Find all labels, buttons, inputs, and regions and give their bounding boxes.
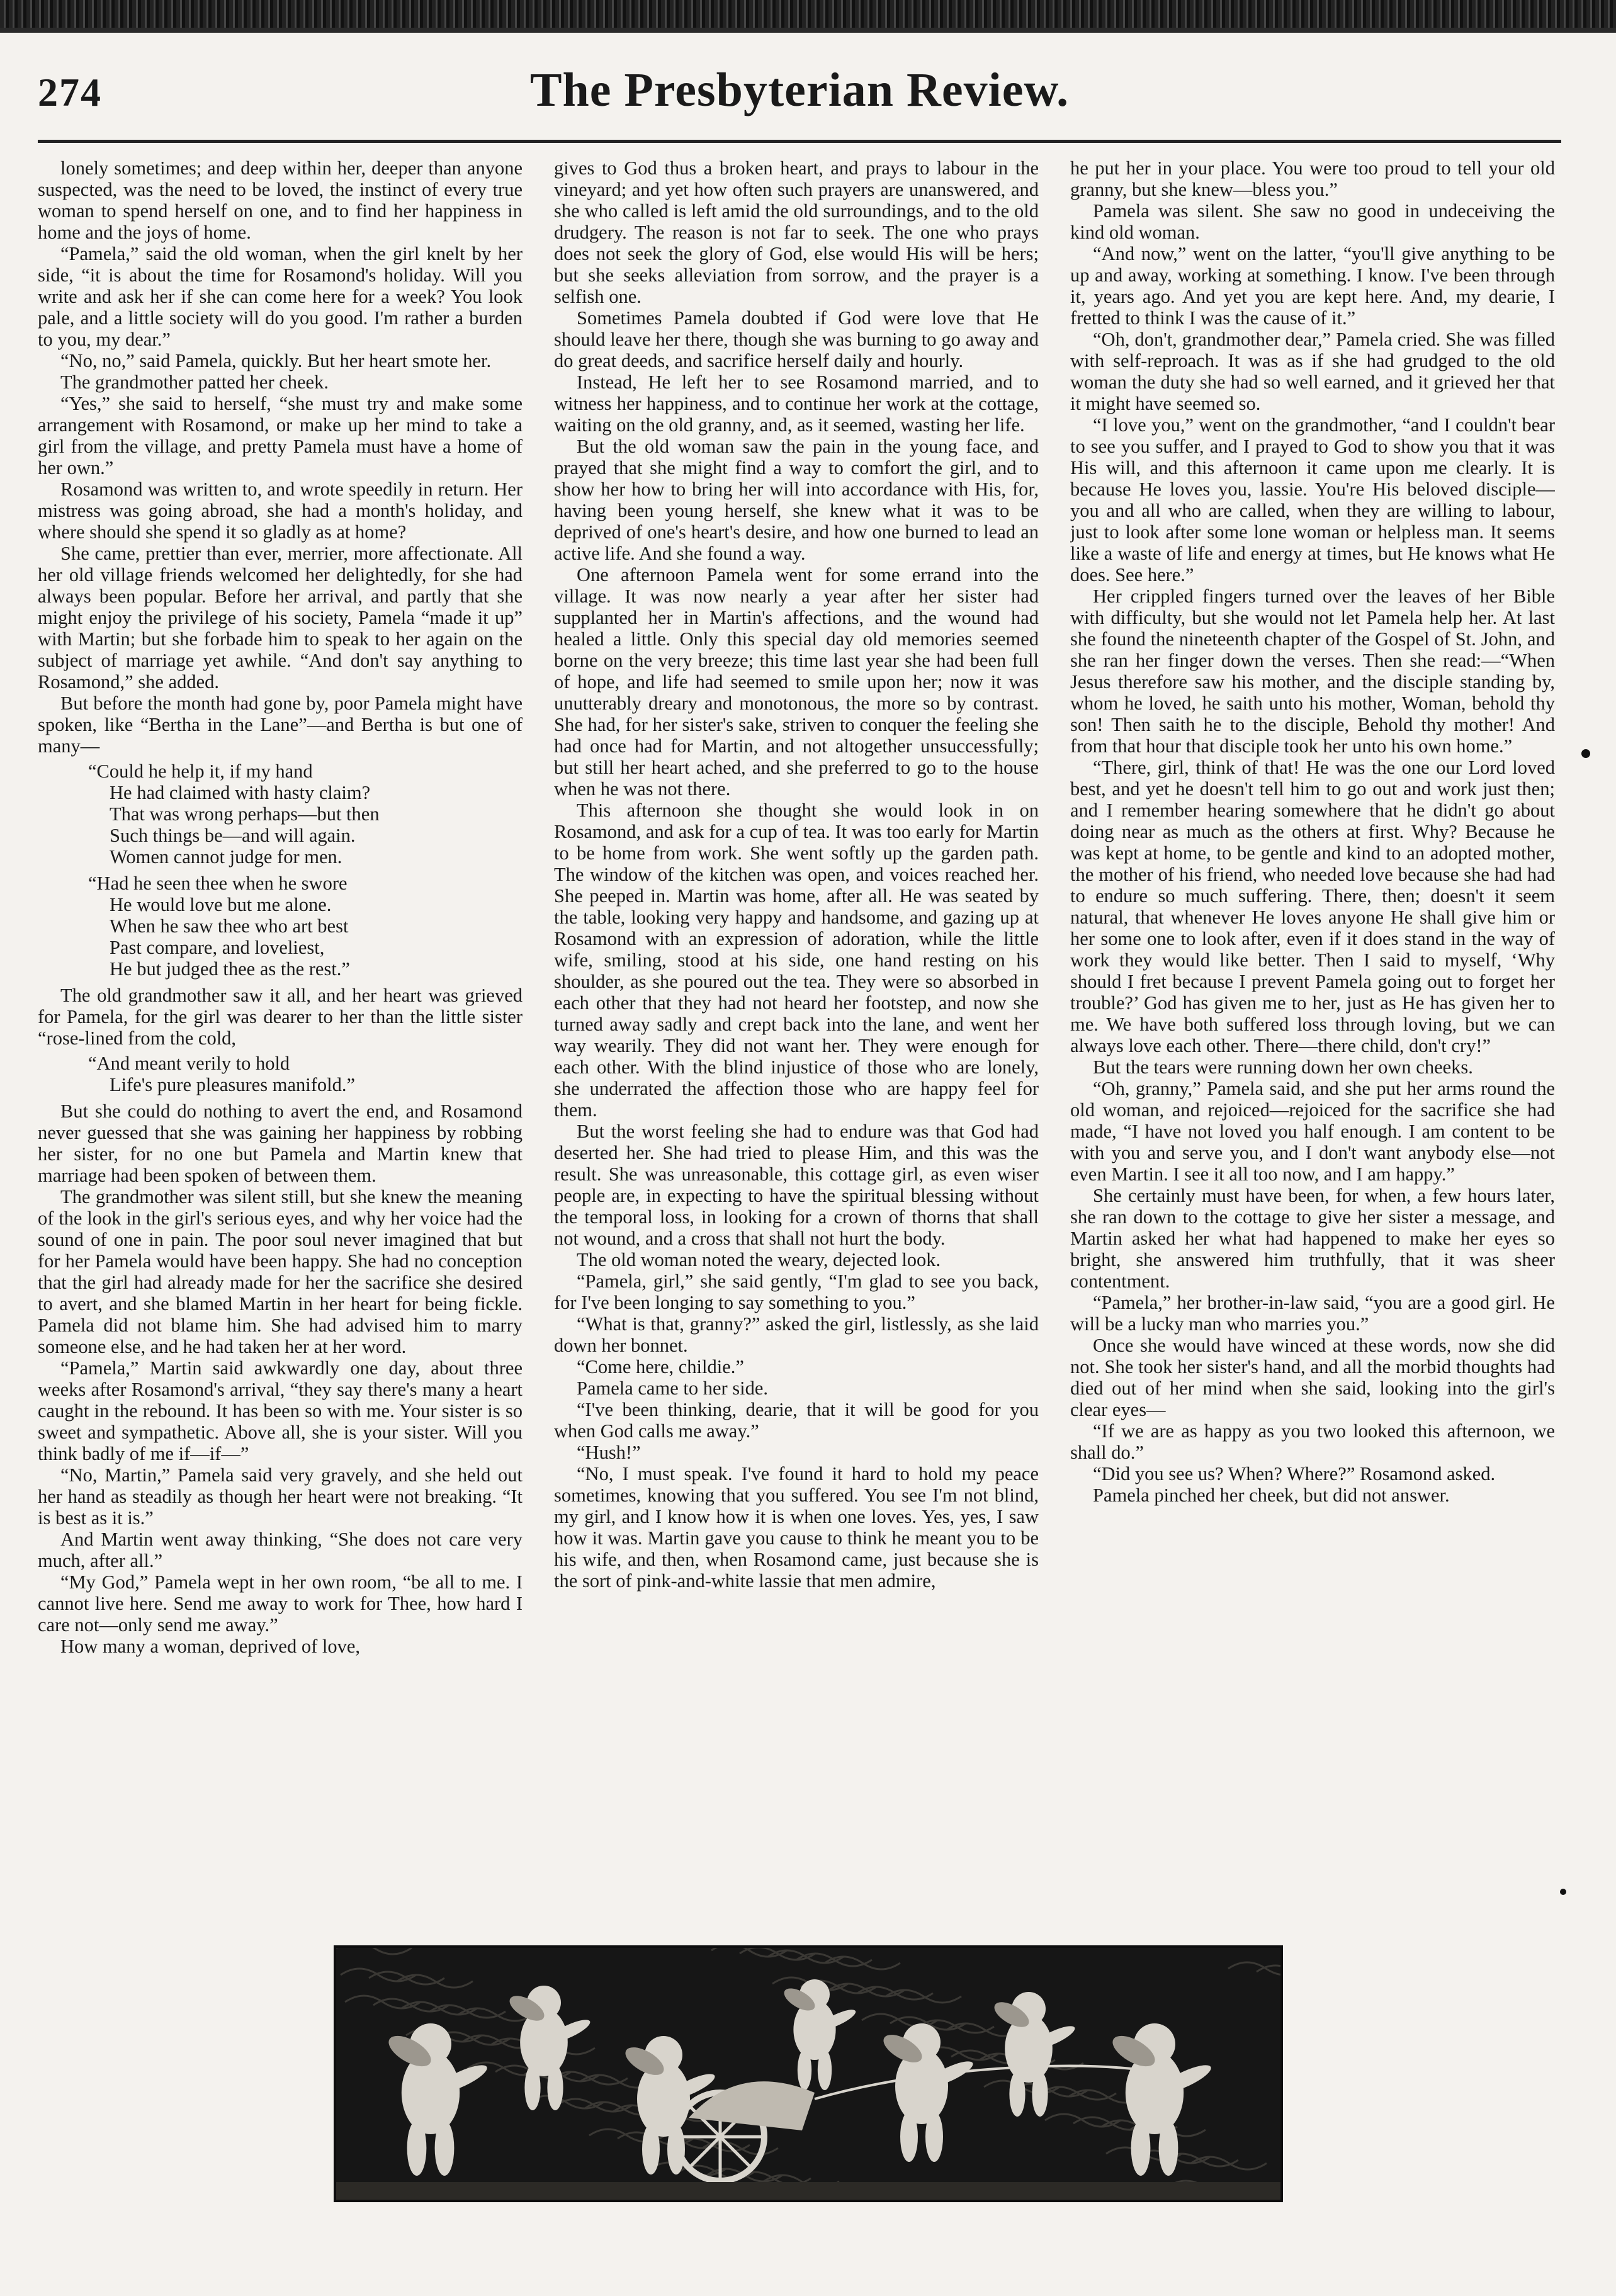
verse-stanza bbox=[88, 873, 523, 980]
body-paragraph: “And now,” went on the latter, “you'll give anything to be up and away, working at something. I know. I've been through it, years ago. And yet you are kept here. And, my dearie, I fretted to think I was the cause of it.” bbox=[1070, 243, 1555, 329]
verse-line: Past compare, and loveliest, bbox=[110, 937, 325, 958]
foliage-stroke bbox=[373, 1999, 449, 2011]
cherub-leg bbox=[547, 2065, 563, 2110]
cherub-leg bbox=[407, 2120, 427, 2176]
foliage-stroke bbox=[857, 1987, 933, 1999]
body-paragraph: “I've been thinking, dearie, that it will be good for you when God calls me away.” bbox=[554, 1399, 1039, 1442]
margin-ink-spot bbox=[1581, 749, 1590, 758]
page-number: 274 bbox=[38, 70, 102, 115]
top-border-rule bbox=[0, 0, 1616, 28]
text-column-2 bbox=[554, 157, 1039, 1876]
body-paragraph: But she could do nothing to avert the end, and Rosamond never guessed that she was gaining her happiness by robbing her sister, for no one but Pamela and Martin knew that marriage had been spoken of between them. bbox=[38, 1100, 523, 1186]
body-paragraph: gives to God thus a broken heart, and prays to labour in the vineyard; and yet how often such prayers are unanswered, and she who called is left amid the old surroundings, and to the old drudgery. The reason is not far to seek. The one who prays does not seek the glory of God, else would His will be hers; but she seeks alleviation from sorrow, and the prayer is a selfish one. bbox=[554, 157, 1039, 307]
body-paragraph: This afternoon she thought she would look in on Rosamond, and ask for a cup of tea. It was too early for Martin to be home from work. She went softly up the garden path. The window of the kitchen was open, and voices reached her. She peeped in. Martin was home, after all. He was seated by the table, looking very happy and handsome, and gazing up at Rosamond with an expression of adoration, while the little wife, smiling, stood at his side, one hand resting on his shoulder, as she poured out the tea. They were so absorbed in each other that they had not heard her footstep, and now she turned away sadly and crept back into the lane, and went her way wearily. They did not want her. They were enough for each other. With the blind injustice of those who are lonely, she underrated the affection those who are happy feel for them. bbox=[554, 800, 1039, 1121]
cherub-leg bbox=[925, 2112, 943, 2162]
body-paragraph: And Martin went away thinking, “She does not care very much, after all.” bbox=[38, 1529, 523, 1571]
body-paragraph: “Pamela,” said the old woman, when the girl knelt by her side, “it is about the time for Rosamond's holiday. Will you write and ask her if she can come here for a week? You look pale, and a little society will do you good. I'm rather a burden to you, my dear.” bbox=[38, 243, 523, 350]
cherub-leg bbox=[900, 2112, 918, 2162]
verse-line: He would love but me alone. bbox=[110, 894, 332, 915]
body-paragraph: lonely sometimes; and deep within her, deeper than anyone suspected, was the need to be loved, the instinct of every true woman to spend herself on one, and to find her happiness in home and the joys of home. bbox=[38, 157, 523, 243]
body-paragraph: The old grandmother saw it all, and her heart was grieved for Pamela, for the girl was dearer to her than the little sister “rose-lined from the cold, bbox=[38, 985, 523, 1049]
body-paragraph: Pamela pinched her cheek, but did not answer. bbox=[1093, 1484, 1450, 1506]
body-paragraph: The old woman noted the weary, dejected look. bbox=[577, 1249, 941, 1270]
body-paragraph: Rosamond was written to, and wrote speedily in return. Her mistress was going abroad, she had a month's holiday, and where should she spend it so gladly as at home? bbox=[38, 478, 523, 543]
verse-line: That was wrong perhaps—but then bbox=[110, 803, 380, 825]
cherub-leg bbox=[524, 2065, 540, 2110]
verse-line: “Had he seen thee when he swore bbox=[88, 873, 347, 894]
journal-title: The Presbyterian Review. bbox=[529, 64, 1070, 116]
cherub-leg bbox=[1032, 2071, 1048, 2117]
top-border-rule-thin bbox=[0, 28, 1616, 33]
page-header bbox=[38, 63, 1561, 132]
body-paragraph: “No, I must speak. I've found it hard to hold my peace sometimes, knowing that you suffered. You see I'm not blind, my girl, and I know how it is when one loves. Yes, yes, I saw how it was. Martin gave you cause to think he meant you to be his wife, and then, when Rosamond came, just because she is the sort of pink-and-white lassie that men admire, bbox=[554, 1463, 1039, 1592]
foliage-stroke bbox=[1045, 2114, 1121, 2127]
body-paragraph: The grandmother was silent still, but she knew the meaning of the look in the girl's serious eyes, and why her voice had the sound of one in pain. The poor soul never imagined that but for her Pamela would have been happy. She had no conception that the girl had already made for her the sacrifice she desired to avert, and she blamed Martin in her heart for being fickle. Pamela did not blame him. She had advised him to marry someone else, and he had taken her at her word. bbox=[38, 1186, 523, 1357]
foliage-stroke bbox=[402, 2002, 477, 2015]
body-paragraph: “Come here, childie.” bbox=[577, 1356, 744, 1377]
foliage-stroke bbox=[369, 1972, 444, 1984]
body-paragraph: Once she would have winced at these words, now she did not. She took her sister's hand, and all the morbid thoughts had died out of her mind when she said, looking into the girl's clear eyes— bbox=[1070, 1335, 1555, 1420]
verse-line: “And meant verily to hold bbox=[88, 1053, 290, 1074]
body-paragraph: “Pamela,” her brother-in-law said, “you are a good girl. He will be a lucky man who marries you.” bbox=[1070, 1292, 1555, 1335]
verse-line: Women cannot judge for men. bbox=[110, 846, 342, 868]
foliage-stroke bbox=[430, 2005, 506, 2018]
body-paragraph: But the worst feeling she had to endure was that God had deserted her. She had tried to please Him, and this was the result. She was unreasonable, this cottage girl, as even wiser people are, in expecting to have the spiritual blessing without the temporal loss, in looking for a crown of thorns that shall not wound, and a cross that shall not hurt the body. bbox=[554, 1121, 1039, 1249]
body-paragraph: Pamela came to her side. bbox=[577, 1377, 769, 1399]
body-paragraph: Instead, He left her to see Rosamond married, and to witness her happiness, and to continue her work at the cottage, waiting on the old granny, and, as it seemed, wasting her life. bbox=[554, 371, 1039, 436]
verse-line: Such things be—and will again. bbox=[110, 825, 356, 846]
body-paragraph: Pamela was silent. She saw no good in undeceiving the kind old woman. bbox=[1070, 200, 1555, 243]
foliage-stroke bbox=[829, 1984, 905, 1996]
body-paragraph: One afternoon Pamela went for some errand into the village. It was now nearly a year after her sister had supplanted her in Martin's affections, and the wound had healed a little. Only this special day old memories seemed borne on the very breeze; this time last year she had been full of hope, and life had seemed to smile upon her; now it was unutterably dreary and monotonous, the more so by contrast. She had, for her sister's sake, striven to conquer the feeling she had once had for Martin, and not altogether unsuccessfully; but still her heart ached, and she preferred to go to the house when he was not there. bbox=[554, 564, 1039, 800]
body-paragraph: But before the month had gone by, poor Pamela might have spoken, like “Bertha in the Lane”—and Bertha is but one of many— bbox=[38, 693, 523, 757]
foliage-stroke bbox=[341, 1969, 416, 1981]
foliage-stroke bbox=[1041, 2087, 1116, 2100]
body-paragraph: “Yes,” she said to herself, “she must try and make some arrangement with Rosamond, or make up her mind to take a girl from the village, and pretty Pamela must have a home of her own.” bbox=[38, 393, 523, 478]
foliage-stroke bbox=[1191, 2157, 1267, 2169]
cherubs-chariot-engraving bbox=[336, 1948, 1280, 2200]
foliage-stroke bbox=[886, 1990, 961, 2003]
cherub-leg bbox=[798, 2050, 811, 2090]
body-paragraph: “Did you see us? When? Where?” Rosamond asked. bbox=[1093, 1463, 1496, 1484]
verse-line: “Could he help it, if my hand bbox=[88, 761, 313, 782]
body-paragraph: “If we are as happy as you two looked this afternoon, we shall do.” bbox=[1070, 1420, 1555, 1463]
text-column-1 bbox=[38, 157, 523, 1876]
cherub-leg bbox=[642, 2124, 660, 2174]
body-paragraph: She came, prettier than ever, merrier, more affectionate. All her old village friends welcomed her delightedly, for she had always been popular. Before her arrival, and partly that she might enjoy the privilege of his society, Pamela “made it up” with Martin; but she forbade him to speak to her again on the subject of marriage yet awhile. “And don't say anything to Rosamond,” she added. bbox=[38, 543, 523, 693]
foliage-stroke bbox=[1228, 1962, 1280, 1975]
foliage-stroke bbox=[825, 1957, 900, 1969]
foliage-stroke bbox=[796, 1954, 872, 1966]
body-paragraph: “No, no,” said Pamela, quickly. But her heart smote her. bbox=[60, 350, 492, 371]
body-paragraph: “No, Martin,” Pamela said very gravely, and she held out her hand as steadily as though her heart were not breaking. “It is best as it is.” bbox=[38, 1464, 523, 1529]
verse-stanza bbox=[88, 1053, 523, 1095]
body-paragraph: She certainly must have been, for when, a few hours later, she ran down to the cottage to give her sister a message, and Martin asked her what had happened to make her eyes so bright, she answered him truthfully, that it was sheer contentment. bbox=[1070, 1185, 1555, 1292]
foliage-stroke bbox=[552, 2072, 628, 2084]
margin-ink-spot bbox=[1560, 1889, 1566, 1895]
foliage-stroke bbox=[740, 1948, 815, 1960]
foliage-stroke bbox=[768, 1950, 844, 1963]
text-column-3 bbox=[1070, 157, 1555, 1876]
body-paragraph: But the old woman saw the pain in the young face, and prayed that she might find a way to comfort the girl, and to show her how to bring her will into accordance with His, for, having been young herself, she knew what it was to be deprived of one's heart's desire, and how one burned to lead an active life. And she found a way. bbox=[554, 436, 1039, 564]
foliage-stroke bbox=[397, 1975, 473, 1988]
foliage-stroke bbox=[345, 1996, 421, 2008]
cherub-leg bbox=[435, 2120, 455, 2176]
body-paragraph: “Oh, don't, grandmother dear,” Pamela cried. She was filled with self-reproach. It was as if she had grudged to the old woman the duty she had so well earned, and it grieved her that it might have seemed so. bbox=[1070, 329, 1555, 414]
body-paragraph: Sometimes Pamela doubted if God were love that He should leave her there, though she was burning to go away and do great deeds, and sacrifice herself daily and hourly. bbox=[554, 307, 1039, 371]
cherub-leg bbox=[1009, 2071, 1025, 2117]
foliage-stroke bbox=[1257, 1965, 1280, 1978]
body-paragraph: he put her in your place. You were too proud to tell your old granny, but she knew—bless you.” bbox=[1070, 157, 1555, 200]
body-paragraph: “I love you,” went on the grandmother, “and I couldn't bear to see you suffer, and I prayed to God to show you that it was His will, and this afternoon it came upon me clearly. It is because He loves you, lassie. You're His beloved disciple—you and all who are called, when they are willing to labour, just to look after some lone woman or helpless man. It seems like a waste of life and energy at times, but He knows what He does. See here.” bbox=[1070, 414, 1555, 585]
verse-stanza bbox=[88, 761, 523, 868]
body-paragraph: “Hush!” bbox=[577, 1442, 641, 1463]
body-paragraph: “Oh, granny,” Pamela said, and she put her arms round the old woman, and rejoiced—rejoiced for the sacrifice she had made, “I have not loved you half enough. I am content to be with you and serve you, and I don't want anybody else—not even Martin. I see it all too now, and I am happy.” bbox=[1070, 1078, 1555, 1185]
body-paragraph: The grandmother patted her cheek. bbox=[60, 371, 329, 393]
body-paragraph: “My God,” Pamela wept in her own room, “be all to me. I cannot live here. Send me away to work for Thee, how hard I care not—only send me away.” bbox=[38, 1571, 523, 1636]
cherub-leg bbox=[1159, 2120, 1178, 2176]
body-paragraph: Her crippled fingers turned over the leaves of her Bible with difficulty, but she would not let Pamela help her. At last she found the nineteenth chapter of the Gospel of St. John, and she ran her finger down the verses. Then she read:—“When Jesus therefore saw his mother, and the disciple standing by, whom he loved, he saith unto his mother, Woman, behold thy son! Then saith he to the disciple, Behold thy mother! And from that hour that disciple took her unto his own home.” bbox=[1070, 585, 1555, 757]
cherub-leg bbox=[818, 2050, 832, 2090]
header-rule bbox=[38, 140, 1561, 143]
body-paragraph: But the tears were running down her own cheeks. bbox=[1093, 1056, 1473, 1078]
foliage-stroke bbox=[557, 2099, 632, 2112]
verse-line: He had claimed with hasty claim? bbox=[110, 782, 371, 803]
verse-line: When he saw thee who art best bbox=[110, 915, 349, 937]
verse-line: He but judged thee as the rest.” bbox=[110, 958, 350, 980]
foliage-stroke bbox=[336, 1948, 412, 1954]
cherub-leg bbox=[1131, 2120, 1151, 2176]
body-paragraph: “There, girl, think of that! He was the one our Lord loved best, and yet he doesn't tell him to go out and work just then; and I remember hearing somewhere that he didn't go about doing near as much as the others at first. Why? Because he was kept at home, to be gentle and kind to an adopted mother, the mother of his friend, who needed love because she had had to endure so much suffering. There, then; doesn't it seem natural, that whenever He loves anyone He shall give him or her some one to look after, even if it does stand in the way of work they would like better. Then I said to myself, ‘Why should I fret because I prevent Pamela going out to forget her trouble?’ God has given me to her, just as He has given her to me. We have both suffered loss through loving, but we can always love each other. There—there child, don't cry!” bbox=[1070, 757, 1555, 1056]
verse-line: Life's pure pleasures manifold.” bbox=[110, 1074, 355, 1095]
body-paragraph: “What is that, granny?” asked the girl, listlessly, as she laid down her bonnet. bbox=[554, 1313, 1039, 1356]
body-paragraph: “Pamela,” Martin said awkwardly one day, about three weeks after Rosamond's arrival, “they say there's many a heart caught in the rebound. It has been so with me. Your sister is so sweet and sympathetic. Above all, she is your sister. Will you think badly of me if—if—” bbox=[38, 1357, 523, 1464]
body-paragraph: “Pamela, girl,” she said gently, “I'm glad to see you back, for I've been longing to say something to you.” bbox=[554, 1270, 1039, 1313]
ground-strip bbox=[336, 2182, 1280, 2200]
body-paragraph: How many a woman, deprived of love, bbox=[60, 1636, 361, 1657]
engraved-vignette-icon bbox=[334, 1945, 1283, 2202]
